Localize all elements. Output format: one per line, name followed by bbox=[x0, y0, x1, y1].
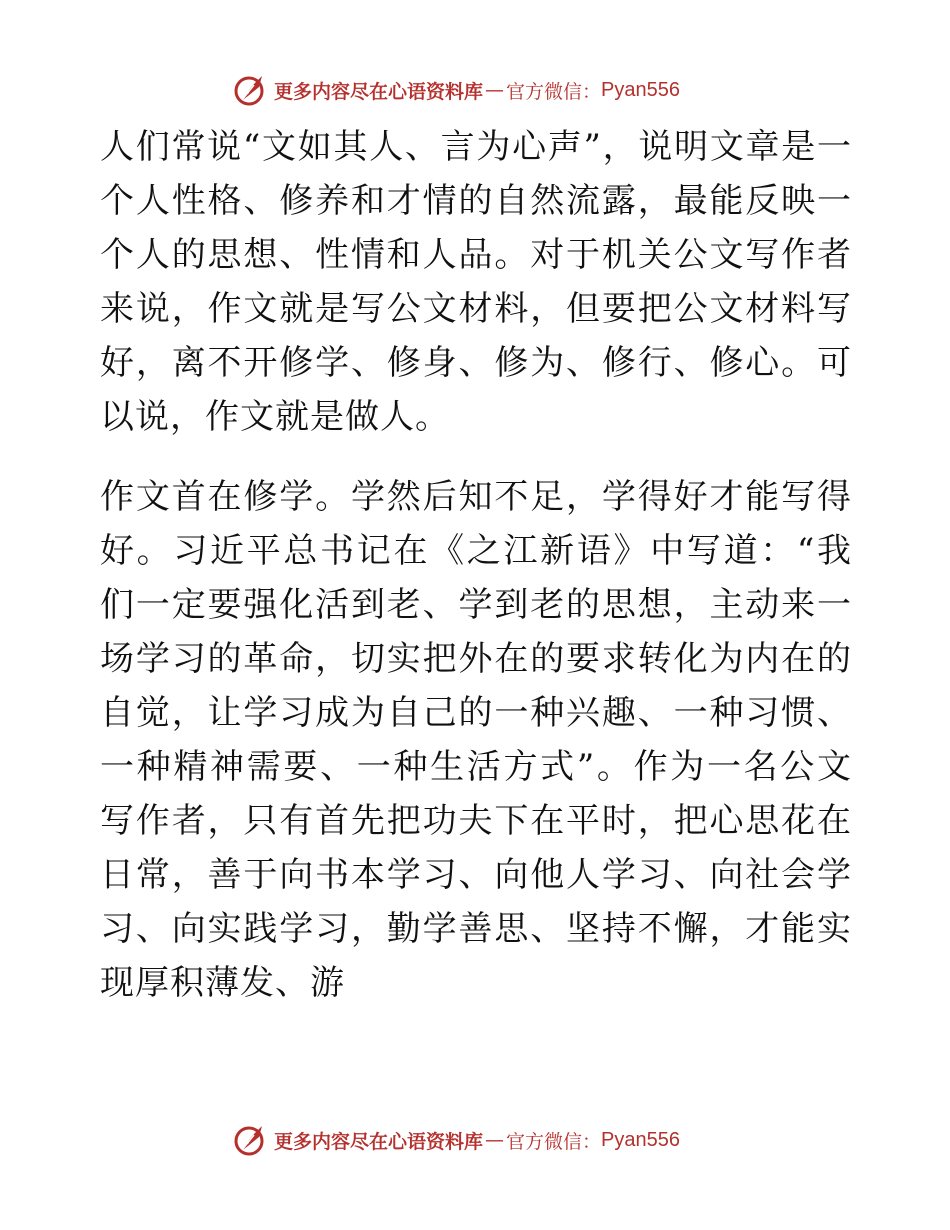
paragraph-2: 作文首在修学。学然后知不足，学得好才能写得好。习近平总书记在《之江新语》中写道：“我们一定要强化活到老、学到老的思想，主动来一场学习的革命，切实把外在的要求转化为内在的自觉，让学习成为自己的一种兴趣、一种习惯、一种精神需要、一种生活方式”。作为一名公文写作者，只有首先把功夫下在平时，把心思花在日常，善于向书本学习、向他人学习、向社会学习、向实践学习，勤学善思、坚持不懈，才能实现厚积薄发、游 bbox=[100, 477, 852, 1003]
header-separator: — bbox=[485, 79, 505, 101]
document-body bbox=[100, 120, 852, 1010]
footer-wechat-id: Pyan556 bbox=[601, 1128, 680, 1151]
paragraph-1: 人们常说“文如其人、言为心声”，说明文章是一个人性格、修养和才情的自然流露，最能反映一个人的思想、性情和人品。对于机关公文写作者来说，作文就是写公文材料，但要把公文材料写好，离不开修学、修身、修为、修行、修心。可以说，作文就是做人。 bbox=[100, 127, 852, 437]
footer-banner-text: 更多内容尽在心语资料库 bbox=[274, 1130, 484, 1153]
quill-pen-logo-icon bbox=[232, 1122, 268, 1158]
footer-wechat-label: 官方微信： bbox=[506, 1130, 602, 1153]
footer-separator: — bbox=[485, 1129, 505, 1151]
footer-banner bbox=[232, 1122, 680, 1158]
header-banner bbox=[232, 72, 680, 108]
header-banner-text: 更多内容尽在心语资料库 bbox=[274, 80, 484, 103]
quill-pen-logo-icon bbox=[232, 72, 268, 108]
header-wechat-label: 官方微信： bbox=[506, 80, 602, 103]
header-wechat-id: Pyan556 bbox=[601, 78, 680, 101]
